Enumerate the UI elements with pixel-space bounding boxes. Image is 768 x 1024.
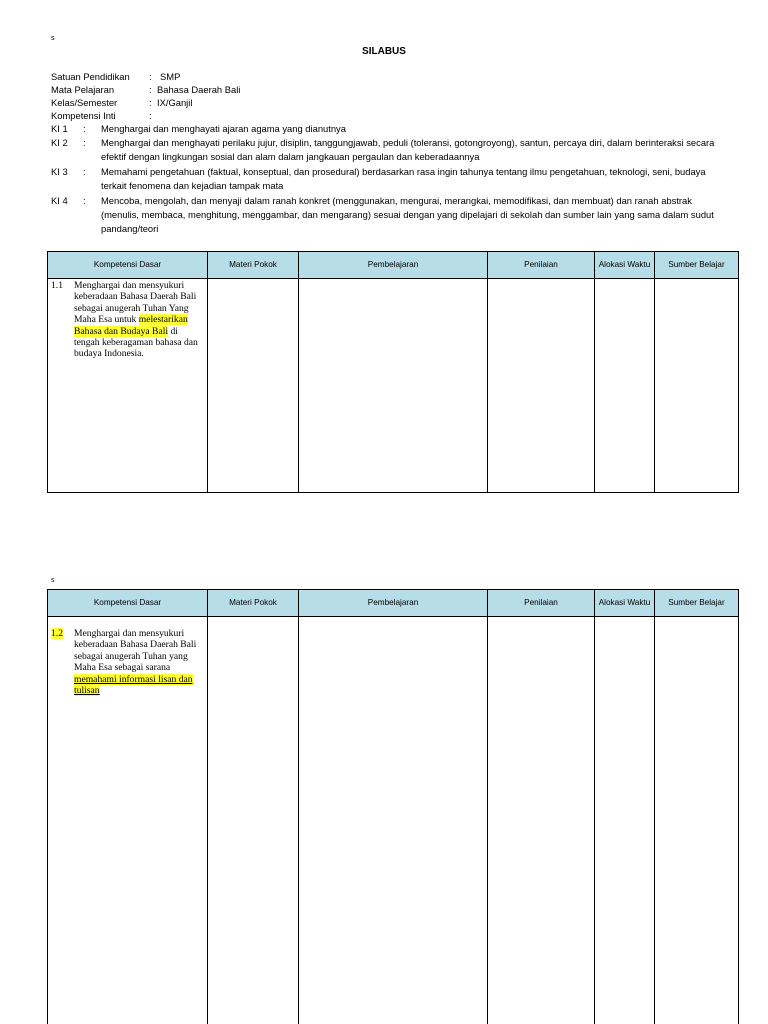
- header-penilaian: Penilaian: [488, 590, 595, 617]
- identity-label: Kompetensi Inti: [51, 110, 116, 121]
- ki-text: Menghargai dan menghayati ajaran agama yang dianutnya: [101, 123, 346, 134]
- identity-value: IX/Ganjil: [157, 97, 193, 108]
- header-kompetensi-dasar: Kompetensi Dasar: [48, 252, 208, 279]
- identity-colon: :: [149, 84, 152, 95]
- kd-text: [74, 280, 203, 360]
- identity-colon: :: [149, 71, 152, 82]
- kd-entry: [48, 617, 207, 696]
- ki-colon: :: [83, 195, 86, 206]
- cell-alokasi-waktu: [595, 279, 655, 493]
- kd-text-part: Menghargai dan mensyukuri keberadaan Bahasa Daerah Bali sebagai anugerah Tuhan yang Maha Esa sebagai sarana: [74, 628, 197, 674]
- ki-text: Menghargai dan menghayati perilaku jujur, disiplin, tanggungjawab, peduli (toleransi, gotongroyong), santun, percaya diri, dalam berinteraksi secara efektif dengan lingkungan sosial dan alam dalam jangkauan pergaulan dan keberadaannya: [101, 137, 715, 162]
- cell-kompetensi-dasar: [48, 279, 208, 493]
- kd-highlighted-text: melestarikan Bahasa dan Budaya Bali: [74, 314, 188, 337]
- silabus-table-1: [47, 251, 739, 493]
- ki-text: Memahami pengetahuan (faktual, konseptual, dan prosedural) berdasarkan rasa ingin tahunya tentang ilmu pengetahuan, teknologi, seni, budaya terkait fenomena dan kejadian tampak mata: [101, 166, 706, 191]
- ki-number: KI 3: [51, 166, 68, 177]
- header-sumber-belajar: Sumber Belajar: [655, 590, 739, 617]
- header-alokasi-waktu: Alokasi Waktu: [595, 590, 655, 617]
- page-title: SILABUS: [362, 46, 406, 57]
- header-penilaian: Penilaian: [488, 252, 595, 279]
- kd-text-part: di tengah keberagaman bahasa dan budaya Indonesia.: [74, 325, 198, 360]
- ki-colon: :: [83, 137, 86, 148]
- kd-text-part: Menghargai dan mensyukuri keberadaan Bahasa Daerah Bali sebagai anugerah Tuhan Yang Maha Esa untuk: [74, 280, 197, 326]
- header-materi-pokok: Materi Pokok: [208, 590, 299, 617]
- kd-number: [51, 628, 74, 696]
- kd-number: 1.1: [51, 280, 63, 291]
- cell-kompetensi-dasar: [48, 617, 208, 1024]
- ki-number: KI 1: [51, 123, 68, 134]
- header-sumber-belajar: Sumber Belajar: [655, 252, 739, 279]
- header-alokasi-waktu: Alokasi Waktu: [595, 252, 655, 279]
- ki-colon: :: [83, 123, 86, 134]
- header-materi-pokok: Materi Pokok: [208, 252, 299, 279]
- kd-text: [74, 628, 203, 696]
- page-mark: s: [51, 577, 55, 584]
- silabus-table-2: [47, 589, 739, 1024]
- table-header-row: [48, 252, 739, 279]
- cell-sumber-belajar: [655, 279, 739, 493]
- ki-colon: :: [83, 166, 86, 177]
- table-row: [48, 279, 739, 493]
- cell-materi-pokok: [208, 617, 299, 1024]
- identity-value: Bahasa Daerah Bali: [157, 84, 241, 95]
- cell-alokasi-waktu: [595, 617, 655, 1024]
- cell-pembelajaran: [299, 279, 488, 493]
- header-pembelajaran: Pembelajaran: [299, 252, 488, 279]
- kd-highlighted-text: memahami informasi lisan dan tulisan: [74, 673, 193, 697]
- identity-colon: :: [149, 110, 152, 121]
- ki-number: KI 4: [51, 195, 68, 206]
- header-kompetensi-dasar: Kompetensi Dasar: [48, 590, 208, 617]
- table-header-row: [48, 590, 739, 617]
- identity-value: SMP: [160, 71, 181, 82]
- cell-penilaian: [488, 617, 595, 1024]
- ki-number: KI 2: [51, 137, 68, 148]
- table-row: [48, 617, 739, 1024]
- cell-materi-pokok: [208, 279, 299, 493]
- kd-entry: [48, 279, 207, 360]
- cell-pembelajaran: [299, 617, 488, 1024]
- ki-text: Mencoba, mengolah, dan menyaji dalam ranah konkret (menggunakan, mengurai, merangkai, memodifikasi, dan membuat) dan ranah abstrak (menulis, membaca, menghitung, menggambar, dan mengarang) sesuai dengan yang dipelajari di sekolah dan sumber lain yang sama dalam sudut pandang/teori: [101, 195, 714, 234]
- identity-label: Mata Pelajaran: [51, 84, 115, 95]
- cell-sumber-belajar: [655, 617, 739, 1024]
- identity-label: Kelas/Semester: [51, 97, 118, 108]
- kd-number-highlight: 1.2: [51, 628, 63, 639]
- page-mark: s: [51, 35, 55, 42]
- identity-label: Satuan Pendidikan: [51, 71, 130, 82]
- header-pembelajaran: Pembelajaran: [299, 590, 488, 617]
- cell-penilaian: [488, 279, 595, 493]
- identity-colon: :: [149, 97, 152, 108]
